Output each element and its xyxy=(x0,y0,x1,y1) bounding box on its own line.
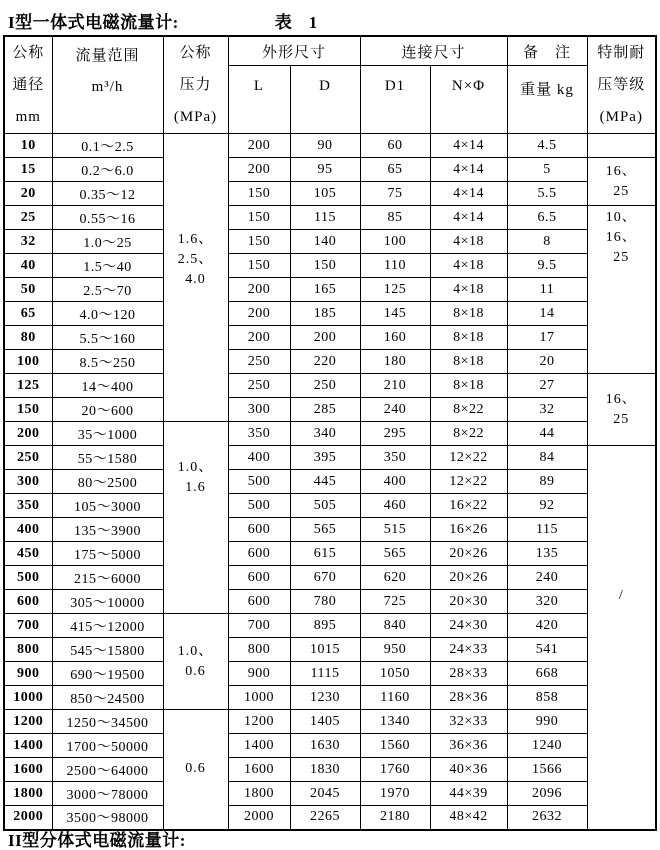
cell-special-pressure-group: / xyxy=(587,446,656,830)
cell-D1: 725 xyxy=(360,590,430,614)
cell-special-pressure-group: 16、 25 xyxy=(587,158,656,206)
cell-L: 1000 xyxy=(228,686,290,710)
cell-D: 340 xyxy=(290,422,360,446)
cell-D1: 85 xyxy=(360,206,430,230)
table-caption: 表 1 xyxy=(274,13,318,32)
cell-D1: 2180 xyxy=(360,806,430,830)
cell-n-phi: 48×42 xyxy=(430,806,507,830)
table-row xyxy=(4,182,656,206)
cell-L: 700 xyxy=(228,614,290,638)
cell-n-phi: 12×22 xyxy=(430,470,507,494)
cell-flow-range: 0.55～16 xyxy=(52,206,163,230)
cell-D1: 125 xyxy=(360,278,430,302)
cell-flow-range: 305～10000 xyxy=(52,590,163,614)
cell-flow-range: 5.5～160 xyxy=(52,326,163,350)
next-section-title-cutoff: II型分体式电磁流量计: xyxy=(8,830,186,850)
cell-flow-range: 690～19500 xyxy=(52,662,163,686)
table-row xyxy=(4,758,656,782)
cell-dn: 1600 xyxy=(4,758,52,782)
cell-D: 105 xyxy=(290,182,360,206)
cell-n-phi: 4×18 xyxy=(430,254,507,278)
cell-dn: 900 xyxy=(4,662,52,686)
cell-D1: 160 xyxy=(360,326,430,350)
cell-D: 445 xyxy=(290,470,360,494)
table-row xyxy=(4,134,656,158)
table-row xyxy=(4,350,656,374)
cell-D: 220 xyxy=(290,350,360,374)
cell-flow-range: 415～12000 xyxy=(52,614,163,638)
cell-L: 200 xyxy=(228,278,290,302)
cell-L: 1600 xyxy=(228,758,290,782)
cell-n-phi: 8×18 xyxy=(430,350,507,374)
cell-weight: 2632 xyxy=(507,806,587,830)
cell-L: 1800 xyxy=(228,782,290,806)
cell-weight: 668 xyxy=(507,662,587,686)
cell-D1: 1760 xyxy=(360,758,430,782)
cell-D: 285 xyxy=(290,398,360,422)
cell-dn: 125 xyxy=(4,374,52,398)
header-nominal-diameter: 公称 通径 mm xyxy=(4,36,52,134)
cell-n-phi: 8×18 xyxy=(430,302,507,326)
cell-flow-range: 105～3000 xyxy=(52,494,163,518)
cell-dn: 100 xyxy=(4,350,52,374)
cell-D: 140 xyxy=(290,230,360,254)
header-nominal-pressure: 公称 压力 (MPa) xyxy=(163,36,228,134)
cell-n-phi: 4×18 xyxy=(430,278,507,302)
cell-L: 200 xyxy=(228,302,290,326)
cell-weight: 92 xyxy=(507,494,587,518)
header-note-group: 备 注 xyxy=(507,36,587,66)
cell-L: 500 xyxy=(228,494,290,518)
cell-dn: 40 xyxy=(4,254,52,278)
cell-D: 95 xyxy=(290,158,360,182)
cell-weight: 240 xyxy=(507,566,587,590)
cell-flow-range: 850～24500 xyxy=(52,686,163,710)
cell-D: 1830 xyxy=(290,758,360,782)
cell-dn: 250 xyxy=(4,446,52,470)
table-row xyxy=(4,422,656,446)
cell-D1: 1340 xyxy=(360,710,430,734)
cell-weight: 320 xyxy=(507,590,587,614)
cell-D1: 515 xyxy=(360,518,430,542)
cell-weight: 32 xyxy=(507,398,587,422)
table-row xyxy=(4,686,656,710)
cell-flow-range: 0.1～2.5 xyxy=(52,134,163,158)
table-row xyxy=(4,446,656,470)
cell-weight: 8 xyxy=(507,230,587,254)
cell-dn: 10 xyxy=(4,134,52,158)
cell-D: 780 xyxy=(290,590,360,614)
header-weight: 重量 kg xyxy=(507,66,587,134)
cell-D: 1115 xyxy=(290,662,360,686)
cell-n-phi: 20×26 xyxy=(430,566,507,590)
cell-n-phi: 20×30 xyxy=(430,590,507,614)
cell-D1: 110 xyxy=(360,254,430,278)
table-row xyxy=(4,278,656,302)
cell-weight: 17 xyxy=(507,326,587,350)
cell-dn: 1000 xyxy=(4,686,52,710)
cell-n-phi: 36×36 xyxy=(430,734,507,758)
table-row xyxy=(4,398,656,422)
cell-L: 200 xyxy=(228,134,290,158)
cell-L: 2000 xyxy=(228,806,290,830)
cell-D: 185 xyxy=(290,302,360,326)
table-row xyxy=(4,230,656,254)
cell-L: 200 xyxy=(228,326,290,350)
cell-L: 800 xyxy=(228,638,290,662)
cell-L: 350 xyxy=(228,422,290,446)
header-connection-dimensions-group: 连接尺寸 xyxy=(360,36,507,66)
cell-D1: 950 xyxy=(360,638,430,662)
cell-weight: 44 xyxy=(507,422,587,446)
cell-dn: 800 xyxy=(4,638,52,662)
cell-dn: 350 xyxy=(4,494,52,518)
cell-L: 300 xyxy=(228,398,290,422)
cell-weight: 5 xyxy=(507,158,587,182)
cell-L: 600 xyxy=(228,542,290,566)
cell-flow-range: 4.0～120 xyxy=(52,302,163,326)
header-special-pressure-rating: 特制耐 压等级 (MPa) xyxy=(587,36,656,134)
cell-D1: 295 xyxy=(360,422,430,446)
cell-n-phi: 44×39 xyxy=(430,782,507,806)
cell-L: 400 xyxy=(228,446,290,470)
cell-D1: 620 xyxy=(360,566,430,590)
cell-D: 505 xyxy=(290,494,360,518)
cell-D1: 240 xyxy=(360,398,430,422)
cell-D1: 210 xyxy=(360,374,430,398)
cell-dn: 65 xyxy=(4,302,52,326)
cell-n-phi: 4×14 xyxy=(430,206,507,230)
cell-flow-range: 135～3900 xyxy=(52,518,163,542)
cell-D: 565 xyxy=(290,518,360,542)
table-row xyxy=(4,662,656,686)
cell-D: 670 xyxy=(290,566,360,590)
cell-n-phi: 40×36 xyxy=(430,758,507,782)
cell-weight: 89 xyxy=(507,470,587,494)
cell-flow-range: 0.35～12 xyxy=(52,182,163,206)
cell-D: 250 xyxy=(290,374,360,398)
cell-weight: 84 xyxy=(507,446,587,470)
cell-weight: 1240 xyxy=(507,734,587,758)
cell-L: 250 xyxy=(228,350,290,374)
cell-flow-range: 8.5～250 xyxy=(52,350,163,374)
header-flow-range: 流量范围 m³/h xyxy=(52,36,163,134)
cell-weight: 11 xyxy=(507,278,587,302)
title-row xyxy=(0,0,660,35)
cell-D: 1630 xyxy=(290,734,360,758)
cell-D: 1230 xyxy=(290,686,360,710)
header-D: D xyxy=(290,66,360,134)
cell-dn: 32 xyxy=(4,230,52,254)
cell-D: 150 xyxy=(290,254,360,278)
cell-flow-range: 55～1580 xyxy=(52,446,163,470)
cell-D1: 400 xyxy=(360,470,430,494)
cell-n-phi: 8×22 xyxy=(430,422,507,446)
table-row xyxy=(4,518,656,542)
cell-weight: 9.5 xyxy=(507,254,587,278)
cell-flow-range: 20～600 xyxy=(52,398,163,422)
cell-n-phi: 20×26 xyxy=(430,542,507,566)
cell-dn: 2000 xyxy=(4,806,52,830)
cell-n-phi: 4×18 xyxy=(430,230,507,254)
cell-weight: 858 xyxy=(507,686,587,710)
table-row xyxy=(4,326,656,350)
cell-L: 150 xyxy=(228,254,290,278)
cell-dn: 450 xyxy=(4,542,52,566)
cell-dn: 80 xyxy=(4,326,52,350)
cell-pressure-group: 1.0、 0.6 xyxy=(163,614,228,710)
page-title: I型一体式电磁流量计: xyxy=(8,13,179,32)
table-row xyxy=(4,590,656,614)
cell-flow-range: 175～5000 xyxy=(52,542,163,566)
cell-n-phi: 24×30 xyxy=(430,614,507,638)
table-row xyxy=(4,614,656,638)
table-row xyxy=(4,782,656,806)
cell-D: 1015 xyxy=(290,638,360,662)
cell-L: 600 xyxy=(228,590,290,614)
cell-n-phi: 16×22 xyxy=(430,494,507,518)
table-row xyxy=(4,470,656,494)
cell-flow-range: 35～1000 xyxy=(52,422,163,446)
cell-weight: 2096 xyxy=(507,782,587,806)
cell-flow-range: 1250～34500 xyxy=(52,710,163,734)
cell-L: 250 xyxy=(228,374,290,398)
table-body xyxy=(4,134,656,830)
cell-weight: 5.5 xyxy=(507,182,587,206)
cell-L: 600 xyxy=(228,566,290,590)
header-L: L xyxy=(228,66,290,134)
cell-D1: 1160 xyxy=(360,686,430,710)
cell-flow-range: 3000～78000 xyxy=(52,782,163,806)
cell-flow-range: 1.0～25 xyxy=(52,230,163,254)
cell-D1: 145 xyxy=(360,302,430,326)
cell-dn: 1400 xyxy=(4,734,52,758)
table-row xyxy=(4,806,656,830)
cell-dn: 400 xyxy=(4,518,52,542)
table-row xyxy=(4,566,656,590)
cell-D1: 460 xyxy=(360,494,430,518)
cell-D: 895 xyxy=(290,614,360,638)
cell-flow-range: 215～6000 xyxy=(52,566,163,590)
table-row xyxy=(4,302,656,326)
cell-L: 500 xyxy=(228,470,290,494)
cell-D1: 1050 xyxy=(360,662,430,686)
cell-pressure-group: 0.6 xyxy=(163,710,228,830)
cell-flow-range: 2500～64000 xyxy=(52,758,163,782)
cell-n-phi: 8×22 xyxy=(430,398,507,422)
cell-flow-range: 3500～98000 xyxy=(52,806,163,830)
cell-D: 90 xyxy=(290,134,360,158)
cell-weight: 20 xyxy=(507,350,587,374)
cell-D: 1405 xyxy=(290,710,360,734)
cell-weight: 990 xyxy=(507,710,587,734)
cell-dn: 200 xyxy=(4,422,52,446)
cell-weight: 14 xyxy=(507,302,587,326)
cell-n-phi: 8×18 xyxy=(430,374,507,398)
table-row xyxy=(4,254,656,278)
cell-L: 150 xyxy=(228,182,290,206)
table-row xyxy=(4,710,656,734)
cell-weight: 541 xyxy=(507,638,587,662)
cell-pressure-group: 1.0、 1.6 xyxy=(163,422,228,614)
cell-weight: 6.5 xyxy=(507,206,587,230)
cell-dn: 20 xyxy=(4,182,52,206)
cell-flow-range: 14～400 xyxy=(52,374,163,398)
cell-special-pressure-group: 16、 25 xyxy=(587,374,656,446)
cell-weight: 420 xyxy=(507,614,587,638)
cell-n-phi: 28×33 xyxy=(430,662,507,686)
table-row xyxy=(4,494,656,518)
cell-D1: 840 xyxy=(360,614,430,638)
cell-dn: 15 xyxy=(4,158,52,182)
table-row xyxy=(4,638,656,662)
cell-D1: 60 xyxy=(360,134,430,158)
cell-D1: 1560 xyxy=(360,734,430,758)
cell-L: 1400 xyxy=(228,734,290,758)
cell-D: 115 xyxy=(290,206,360,230)
cell-D: 615 xyxy=(290,542,360,566)
cell-n-phi: 16×26 xyxy=(430,518,507,542)
cell-dn: 1200 xyxy=(4,710,52,734)
cell-D1: 100 xyxy=(360,230,430,254)
cell-L: 150 xyxy=(228,206,290,230)
header-outline-dimensions-group: 外形尺寸 xyxy=(228,36,360,66)
cell-flow-range: 0.2～6.0 xyxy=(52,158,163,182)
cell-D1: 180 xyxy=(360,350,430,374)
cell-flow-range: 545～15800 xyxy=(52,638,163,662)
cell-D: 395 xyxy=(290,446,360,470)
cell-weight: 115 xyxy=(507,518,587,542)
cell-D1: 75 xyxy=(360,182,430,206)
header-group-row xyxy=(4,36,656,66)
cell-flow-range: 1700～50000 xyxy=(52,734,163,758)
cell-D1: 65 xyxy=(360,158,430,182)
cell-dn: 500 xyxy=(4,566,52,590)
cell-n-phi: 28×36 xyxy=(430,686,507,710)
cell-D: 200 xyxy=(290,326,360,350)
cell-L: 150 xyxy=(228,230,290,254)
cell-n-phi: 4×14 xyxy=(430,134,507,158)
table-row xyxy=(4,734,656,758)
cell-n-phi: 4×14 xyxy=(430,182,507,206)
cell-weight: 135 xyxy=(507,542,587,566)
cell-dn: 600 xyxy=(4,590,52,614)
cell-dn: 50 xyxy=(4,278,52,302)
cell-special-pressure-group: 10、 16、 25 xyxy=(587,206,656,374)
cell-dn: 700 xyxy=(4,614,52,638)
cell-n-phi: 8×18 xyxy=(430,326,507,350)
cell-D1: 350 xyxy=(360,446,430,470)
cell-dn: 25 xyxy=(4,206,52,230)
cell-n-phi: 32×33 xyxy=(430,710,507,734)
table-row xyxy=(4,542,656,566)
cell-dn: 300 xyxy=(4,470,52,494)
cell-L: 600 xyxy=(228,518,290,542)
header-D1: D1 xyxy=(360,66,430,134)
cell-flow-range: 2.5～70 xyxy=(52,278,163,302)
cell-L: 900 xyxy=(228,662,290,686)
cell-D: 2045 xyxy=(290,782,360,806)
cell-special-pressure-group xyxy=(587,134,656,158)
cell-L: 1200 xyxy=(228,710,290,734)
cell-n-phi: 12×22 xyxy=(430,446,507,470)
cell-D: 165 xyxy=(290,278,360,302)
cell-weight: 1566 xyxy=(507,758,587,782)
cell-flow-range: 80～2500 xyxy=(52,470,163,494)
cell-D1: 1970 xyxy=(360,782,430,806)
cell-n-phi: 4×14 xyxy=(430,158,507,182)
cell-pressure-group: 1.6、 2.5、 4.0 xyxy=(163,134,228,422)
table-row xyxy=(4,158,656,182)
cell-D: 2265 xyxy=(290,806,360,830)
cell-n-phi: 24×33 xyxy=(430,638,507,662)
cell-weight: 27 xyxy=(507,374,587,398)
cell-dn: 150 xyxy=(4,398,52,422)
header-n-phi: N×Φ xyxy=(430,66,507,134)
cell-L: 200 xyxy=(228,158,290,182)
cell-flow-range: 1.5～40 xyxy=(52,254,163,278)
flowmeter-spec-table xyxy=(3,35,657,831)
cell-dn: 1800 xyxy=(4,782,52,806)
cell-D1: 565 xyxy=(360,542,430,566)
table-row xyxy=(4,206,656,230)
table-row xyxy=(4,374,656,398)
cell-weight: 4.5 xyxy=(507,134,587,158)
